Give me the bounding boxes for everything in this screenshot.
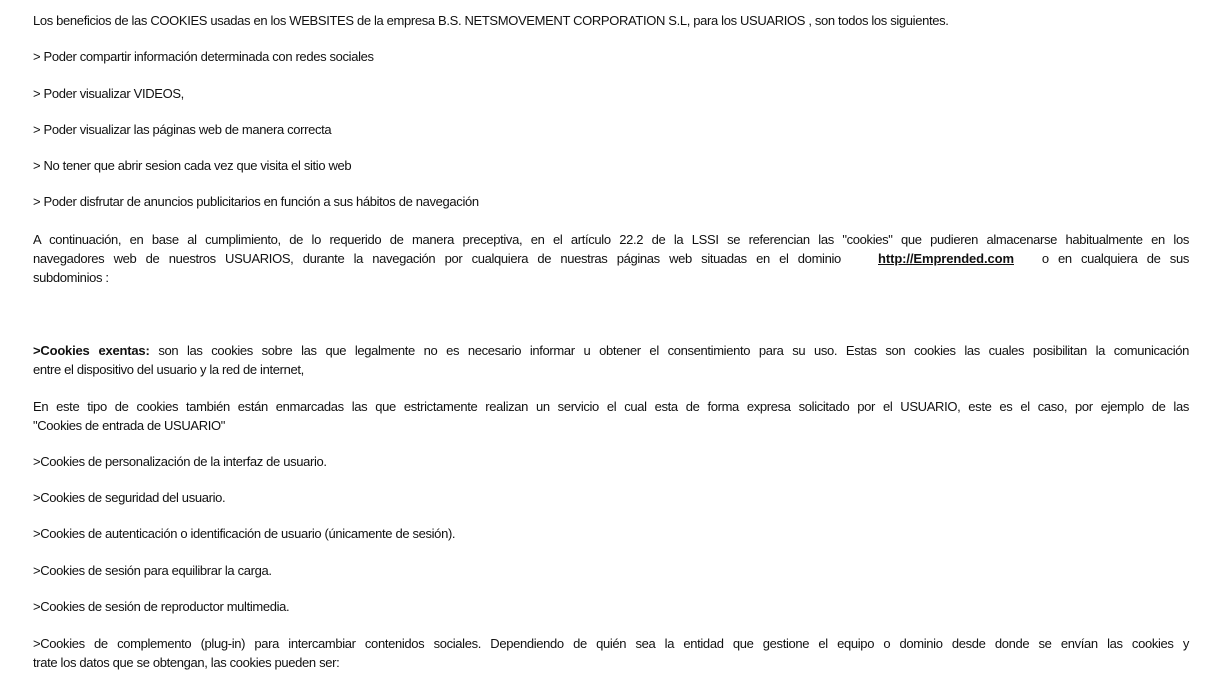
benefit-item-share: > Poder compartir información determinada con redes sociales <box>33 49 374 64</box>
continuation-paragraph <box>33 230 1189 287</box>
continuation-line-2-tail: o en cualquiera de sus <box>1041 251 1189 266</box>
cookie-type-multimedia: >Cookies de sesión de reproductor multimedia. <box>33 599 290 614</box>
framed-line-1: En este tipo de cookies también están enmarcadas las que estrictamente realizan un servicio el cual esta de forma expresa solicitado por el USUARIO, este es el caso, por ejemplo de las <box>33 399 1189 414</box>
benefit-item-session: > No tener que abrir sesion cada vez que visita el sitio web <box>33 158 352 173</box>
continuation-line-2 <box>33 249 1189 268</box>
exempt-cookies-label: >Cookies exentas: <box>33 343 150 358</box>
continuation-line-1: A continuación, en base al cumplimiento, de lo requerido de manera preceptiva, en el artículo 22.2 de la LSSI se referencian las "cookies" que pudieren almacenarse habitualmente en los <box>33 232 1189 247</box>
plugin-line-1: >Cookies de complemento (plug-in) para intercambiar contenidos sociales. Dependiendo de quién sea la entidad que gestione el equipo o dominio desde donde se envían las cookies y <box>33 636 1189 651</box>
exempt-line-1 <box>33 341 1189 360</box>
exempt-cookies-paragraph <box>33 341 1189 379</box>
intro-text: Los beneficios de las COOKIES usadas en los WEBSITES de la empresa B.S. NETSMOVEMENT CORPORATION S.L, para los USUARIOS , son todos los siguientes. <box>33 13 949 28</box>
framed-cookies-paragraph <box>33 397 1189 435</box>
cookie-type-security: >Cookies de seguridad del usuario. <box>33 490 226 505</box>
emprended-domain-link[interactable]: http://Emprended.com <box>878 251 1014 266</box>
cookie-type-authentication: >Cookies de autenticación o identificación de usuario (únicamente de sesión). <box>33 526 456 541</box>
plugin-line-2: trate los datos que se obtengan, las cookies pueden ser: <box>33 655 340 670</box>
cookie-type-personalization: >Cookies de personalización de la interfaz de usuario. <box>33 454 327 469</box>
exempt-line-1-text: son las cookies sobre las que legalmente no es necesario informar u obtener el consentimiento para su uso. Estas son cookies las cuales posibilitan la comunicación <box>158 343 1190 358</box>
benefit-item-display: > Poder visualizar las páginas web de manera correcta <box>33 122 332 137</box>
benefit-item-videos: > Poder visualizar VIDEOS, <box>33 86 184 101</box>
benefit-item-ads: > Poder disfrutar de anuncios publicitarios en función a sus hábitos de navegación <box>33 194 479 209</box>
exempt-line-2: entre el dispositivo del usuario y la red de internet, <box>33 362 304 377</box>
continuation-line-2-text: navegadores web de nuestros USUARIOS, durante la navegación por cualquiera de nuestras páginas web situadas en el dominio <box>33 251 841 266</box>
continuation-line-3: subdominios : <box>33 270 109 285</box>
plugin-cookies-paragraph <box>33 634 1189 672</box>
framed-line-2: "Cookies de entrada de USUARIO" <box>33 418 226 433</box>
cookie-type-load-balancing: >Cookies de sesión para equilibrar la carga. <box>33 563 272 578</box>
